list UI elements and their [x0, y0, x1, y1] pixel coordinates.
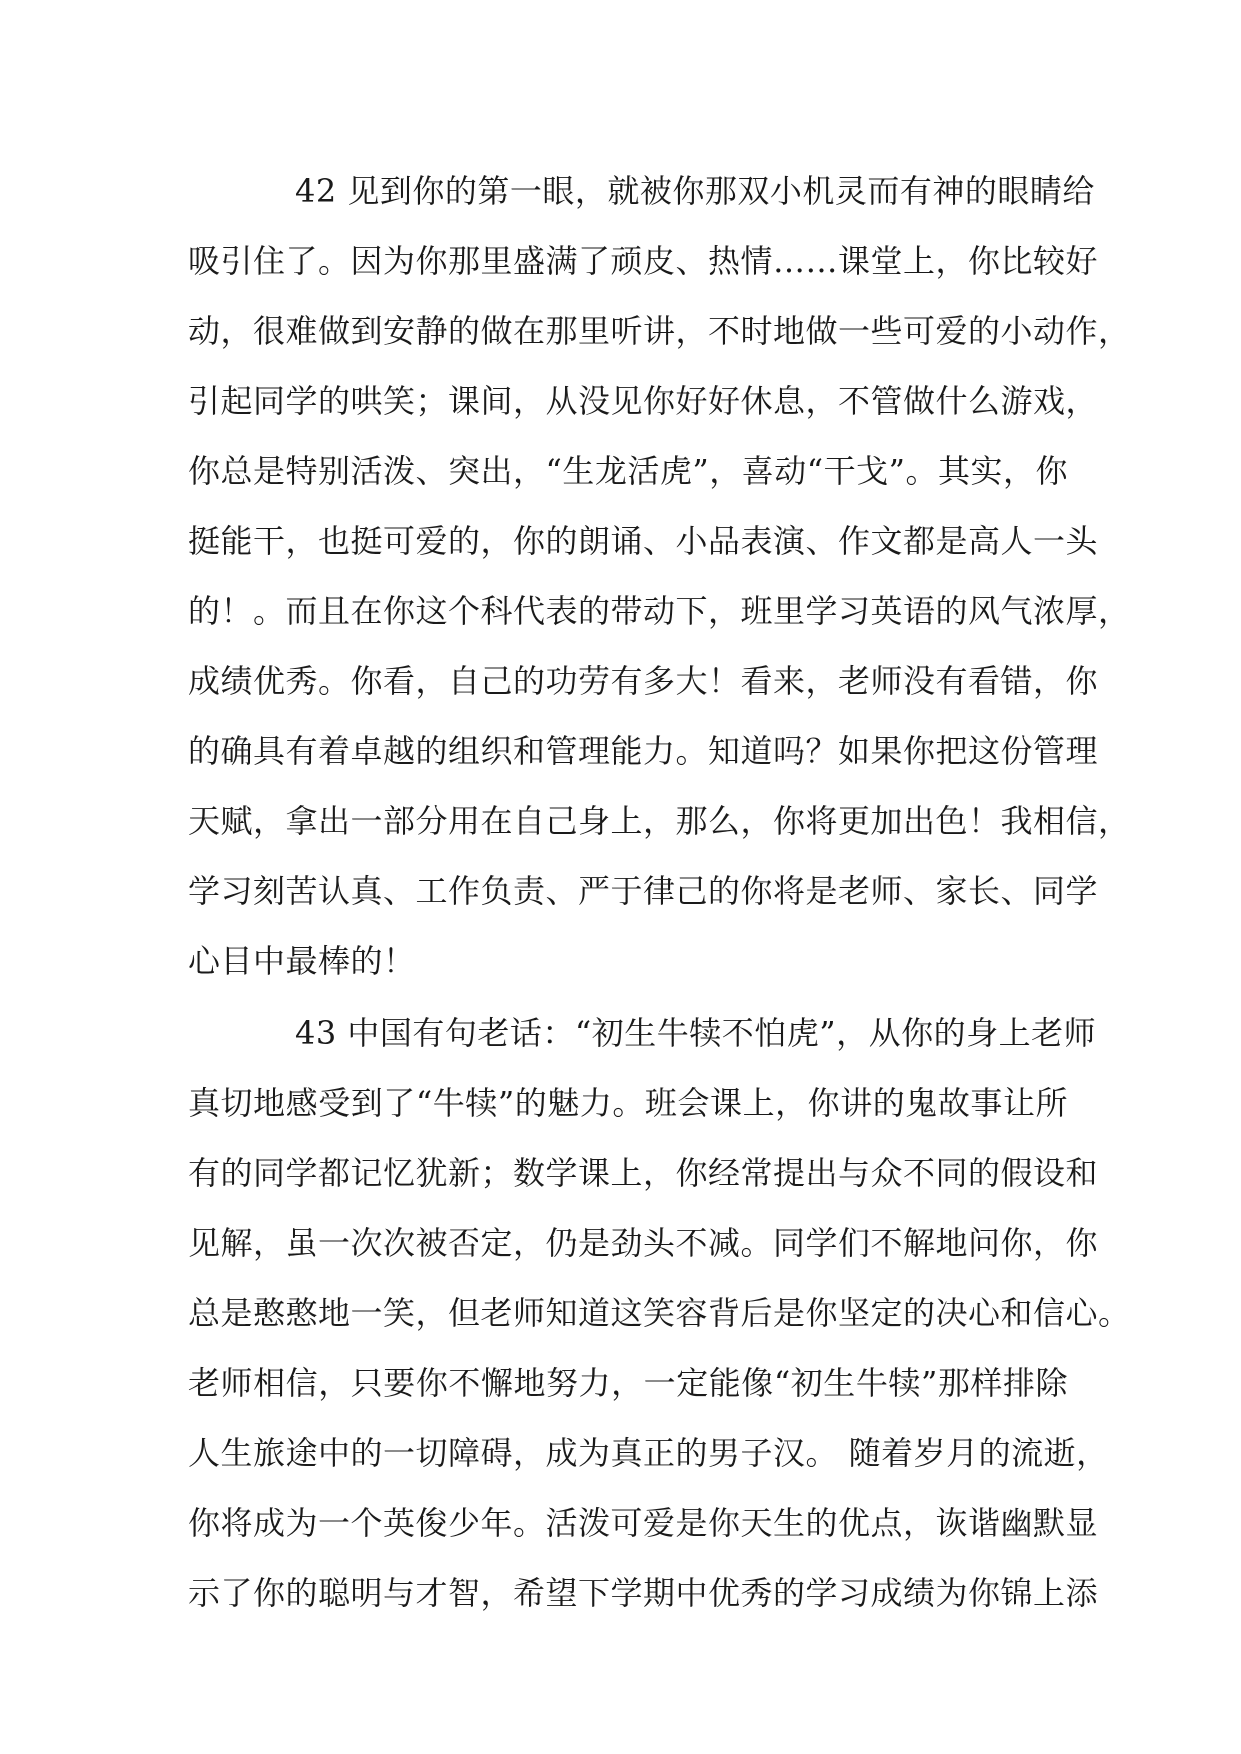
paragraph-line: 你将成为一个英俊少年。活泼可爱是你天生的优点，诙谐幽默显 — [188, 1504, 1099, 1542]
paragraph-line: 引起同学的哄笑；课间，从没见你好好休息，不管做什么游戏， — [188, 382, 1099, 420]
paragraph-line: 挺能干，也挺可爱的，你的朗诵、小品表演、作文都是高人一头 — [188, 522, 1099, 560]
paragraph-42 — [188, 156, 1131, 996]
paragraph-line: 示了你的聪明与才智，希望下学期中优秀的学习成绩为你锦上添 — [188, 1574, 1099, 1612]
paragraph-43 — [188, 998, 1131, 1628]
paragraph-line: 学习刻苦认真、工作负责、严于律己的你将是老师、家长、同学 — [188, 872, 1099, 910]
paragraph-line: 动，很难做到安静的做在那里听讲，不时地做一些可爱的小动作， — [188, 312, 1131, 350]
paragraph-line: 见解，虽一次次被否定，仍是劲头不减。同学们不解地问你，你 — [188, 1224, 1099, 1262]
paragraph-line: 的确具有着卓越的组织和管理能力。知道吗？如果你把这份管理 — [188, 732, 1099, 770]
paragraph-line: 真切地感受到了“牛犊”的魅力。班会课上，你讲的鬼故事让所 — [188, 1084, 1068, 1122]
paragraph-line: 吸引住了。因为你那里盛满了顽皮、热情……课堂上，你比较好 — [188, 242, 1099, 280]
paragraph-line: 天赋，拿出一部分用在自己身上，那么，你将更加出色！我相信， — [188, 802, 1131, 840]
paragraph-line: 老师相信，只要你不懈地努力，一定能像“初生牛犊”那样排除 — [188, 1364, 1068, 1402]
paragraph-line: 人生旅途中的一切障碍，成为真正的男子汉。 随着岁月的流逝， — [188, 1434, 1109, 1472]
paragraph-line: 总是憨憨地一笑，但老师知道这笑容背后是你坚定的决心和信心。 — [188, 1294, 1131, 1332]
paragraph-line: 43 中国有句老话：“初生牛犊不怕虎”，从你的身上老师 — [295, 1014, 1097, 1052]
paragraph-line: 心目中最棒的！ — [188, 942, 416, 980]
paragraph-line: 成绩优秀。你看，自己的功劳有多大！看来，老师没有看错，你 — [188, 662, 1099, 700]
paragraph-line: 有的同学都记忆犹新；数学课上，你经常提出与众不同的假设和 — [188, 1154, 1099, 1192]
paragraph-line: 42 见到你的第一眼，就被你那双小机灵而有神的眼睛给 — [295, 172, 1095, 210]
paragraph-line: 的！。而且在你这个科代表的带动下，班里学习英语的风气浓厚， — [188, 592, 1131, 630]
paragraph-line: 你总是特别活泼、突出，“生龙活虎”，喜动“干戈”。其实，你 — [188, 452, 1068, 490]
